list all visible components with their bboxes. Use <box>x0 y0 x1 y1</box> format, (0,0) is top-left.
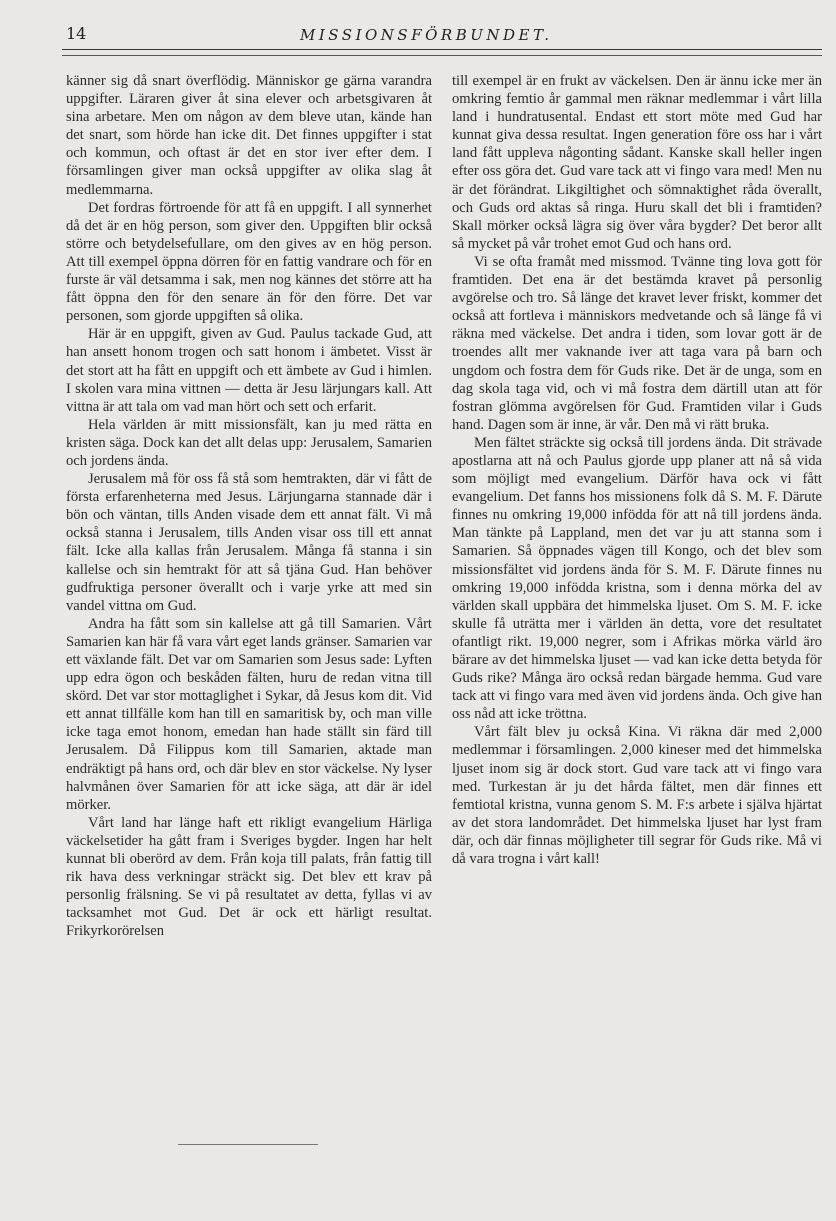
paragraph: Det fordras förtroende för att få en uppgift. I all synnerhet då det är en hög person, som giver den. Uppgiften blir också större och betydelsefullare, om den gives av en hög person. Att till exempel öppna dörren för en fattig vandrare och för en furste är väl detsamma i sak, men nog kännes det större att ha fått öppna den för den senare än för den förre. Det var personen, som gjorde uppgiften så olika. <box>66 199 432 325</box>
header-rule-top <box>62 49 822 50</box>
paragraph: känner sig då snart överflödig. Människor ge gärna varandra uppgifter. Läraren giver åt sina elever och arbetsgivaren åt sina arbetare. Men om någon av dem bleve utan, kände han det snart, som hörde han icke dit. Det finnes uppgifter i stat och kommun, och oftast är det en stor iver efter dem. I församlingen giver man också uppgifter av olika slag åt medlemmarna. <box>66 73 432 198</box>
masthead-title: MISSIONSFÖRBUNDET. <box>300 26 553 44</box>
paragraph: Men fältet sträckte sig också till jordens ända. Dit strävade apostlarna att nå och Paulus gjorde upp planer att nå så vida som möjligt med evangelium. Därför hava ock vi fått evangelium. Det fanns hos missionens folk då S. M. F. Därute finnes nu omkring 19,000 infödda för att nå till jordens ända. Man tänkte på Lappland, men det var ju att stanna som i Samarien. Så öppnades vägen till Kongo, och det blev som missionsfältet vid jordens ända för S. M. F. Därute finnes nu omkring 19,000 infödda kristna, som i denna mörka del av världen skall uppbära det himmelska ljuset. Om S. M. F. icke skulle få uträtta mer i världen än detta, vore det resultatet ofantligt rikt. 19,000 negrer, som i Afrikas mörka värld äro bärare av det himmelska ljuset — vad kan icke detta betyda för Guds rike? Många äro också redan bärgade hemma. Gud vare tack att vi fingo vara med även vid jordens ända. Och give han oss nåd att icke tröttna. <box>452 434 822 723</box>
paragraph: Andra ha fått som sin kallelse att gå till Samarien. Vårt Samarien kan här få vara vårt eget lands gränser. Samarien var ett växlande fält. Det var om Samarien som Jesus sade: Lyften upp edra ögon och beskåden fälten, huru de redan vitna till skörd. Det var stor mottaglighet i Sykar, då Jesus kom dit. Vid ett annat tillfälle kom han till en samaritisk by, och man ville icke taga emot honom, emedan han hade ställt sin färd till Jerusalem. Då Filippus kom till Samarien, aktade man endräktigt på hans ord, och där blev en stor väckelse. Ny lyser halvmånen över Samarien för att icke säga, att där är idel mörker. <box>66 615 432 813</box>
left-column <box>66 72 432 941</box>
paragraph: Vårt fält blev ju också Kina. Vi räkna där med 2,000 medlemmar i församlingen. 2,000 kineser med det himmelska ljuset inom sig är dock stort. Gud vare tack att vi fingo vara med. Turkestan är ju det hårda fältet, men där finnes ett femtiotal kristna, vunna genom S. M. F:s arbete i själva hjärtat av det stora landområdet. Det himmelska ljuset har lyst fram där, och där finnas möjligheter till segrar för Guds rike. Må vi då vara trogna i vårt kall! <box>452 724 822 868</box>
paragraph: Här är en uppgift, given av Gud. Paulus tackade Gud, att han ansett honom trogen och satt honom i ämbetet. Visst är det stort att ha fått en uppgift och ett ämbete av Gud i himlen. I skolen vara mina vittnen — detta är Jesu lärjungars kall. Att vittna är att tala om vad man hört och sett och erfarit. <box>66 326 432 415</box>
header-rule-bottom <box>62 55 822 56</box>
right-column <box>452 72 822 868</box>
paragraph: till exempel är en frukt av väckelsen. Den är ännu icke mer än omkring femtio år gammal men räknar medlemmar i vårt lilla land i hundratusental. Endast ett stort möte med Gud har kunnat giva dessa resultat. Ingen generation före oss har i vårt land fått uppleva någonting sådant. Kanske skall heller ingen efter oss göra det. Gud vare tack att vi fingo vara med! Men nu är det förändrat. Likgiltighet och sömnaktighet råda överallt, och Guds ord aktas så ringa. Huru skall det bli i framtiden? Skall mörker också lägra sig över våra bygder? Det beror allt så mycket på vår trohet emot Gud och hans ord. <box>452 73 822 252</box>
paragraph: Vi se ofta framåt med missmod. Tvänne ting lova gott för framtiden. Det ena är det bestämda kravet på personlig avgörelse och tro. Så länge det kravet lever friskt, kommer det också att fortleva i människors medvetande och så länge få vi räkna med väckelse. Det andra i tiden, som lovar gott är de troendes allt mer vaknande iver att taga vara på barn och ungdom och fostra dem för Guds rike. Det är de unga, som en dag skola taga vid, och vi må fostra dem därtill utan att för fostran glömma avgörelsen för Gud. Framtiden vilar i Guds hand. Dagen som är inne, är vår. Den må vi rätt bruka. <box>452 253 822 433</box>
footer-rule <box>178 1144 318 1145</box>
paragraph: Hela världen är mitt missionsfält, kan ju med rätta en kristen säga. Dock kan det allt delas upp: Jerusalem, Samarien och jordens ända. <box>66 416 432 469</box>
paragraph: Vårt land har länge haft ett rikligt evangelium Härliga väckelsetider ha gått fram i Sveriges bygder. Ingen har helt kunnat bli oberörd av dem. Från koja till palats, från fattig till rik hava dess verkningar sträckt sig. Det blev ett krav på personlig frälsning. Se vi på resultatet av detta, fyllas vi av tacksamhet mot Gud. Det är ock ett härligt resultat. Frikyrkorörelsen <box>66 814 432 940</box>
page-number: 14 <box>66 24 87 43</box>
paragraph: Jerusalem må för oss få stå som hemtrakten, där vi fått de första erfarenheterna med Jesus. Lärjungarna stannade där i bön och väntan, tills Anden visade dem ett annat fält. Vi må också stanna i Jerusalem, tills Anden visar oss till ett annat fält. Icke alla kallas från Jerusalem. Många få stanna i sin kallelse och sin hemtrakt för att så tjäna Gud. Han behöver gudfruktiga personer överallt och i varje yrke att med sin vandel vittna om Gud. <box>66 471 432 614</box>
